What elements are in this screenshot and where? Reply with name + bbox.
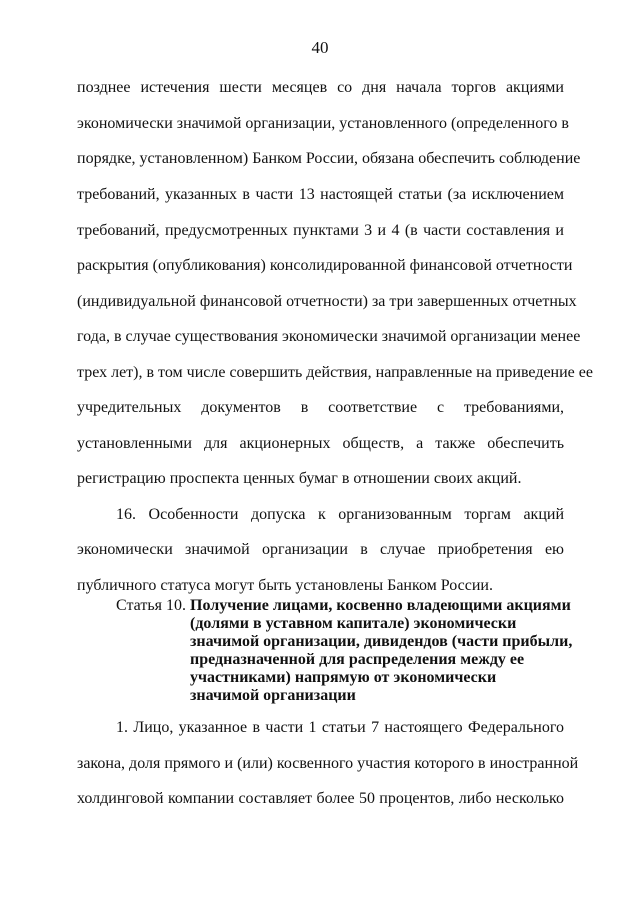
article-title-line: значимой организации [190, 687, 356, 704]
text-line: экономически значимой организации, установленного (определенного в [77, 115, 569, 132]
page-number: 40 [311, 38, 329, 57]
article-title [190, 597, 573, 705]
paragraph-1-line: 1. Лицо, указанное в части 1 статьи 7 настоящего Федерального [116, 719, 564, 736]
paragraph-1-line: закона, доля прямого и (или) косвенного участия которого в иностранной [77, 755, 579, 772]
article-label: Статья 10. [116, 597, 186, 614]
text-line: раскрытия (опубликования) консолидированной финансовой отчетности [77, 257, 573, 274]
text-line: требований, предусмотренных пунктами 3 и 4 (в части составления и [77, 222, 564, 239]
text-line: учредительных документов в соответствие с требованиями, [77, 399, 564, 416]
text-line: года, в случае существования экономически значимой организации менее [77, 328, 581, 345]
paragraph-1-line: холдинговой компании составляет более 50 процентов, либо несколько [77, 790, 564, 807]
text-line: установленными для акционерных обществ, а также обеспечить [77, 435, 564, 452]
article-title-line: участниками) напрямую от экономически [190, 669, 497, 686]
text-line: порядке, установленном) Банком России, обязана обеспечить соблюдение [77, 150, 581, 167]
article-title-line: Получение лицами, косвенно владеющими акциями [190, 597, 571, 614]
article-title-line: (долями в уставном капитале) экономически [190, 615, 517, 632]
text-line: требований, указанных в части 13 настоящей статьи (за исключением [77, 186, 564, 203]
paragraph-16-line: экономически значимой организации в случае приобретения ею [77, 541, 564, 558]
text-line: позднее истечения шести месяцев со дня начала торгов акциями [77, 79, 564, 96]
text-line: (индивидуальной финансовой отчетности) за три завершенных отчетных [77, 293, 577, 310]
text-line: трех лет), в том числе совершить действия, направленные на приведение ее [77, 364, 593, 381]
paragraph-16-line: публичного статуса могут быть установлены Банком России. [77, 577, 493, 594]
article-title-line: предназначенной для распределения между ее [190, 651, 525, 668]
text-line: регистрацию проспекта ценных бумаг в отношении своих акций. [77, 470, 522, 487]
article-title-line: значимой организации, дивидендов (части прибыли, [190, 633, 573, 650]
paragraph-16-line: 16. Особенности допуска к организованным торгам акций [116, 506, 564, 523]
